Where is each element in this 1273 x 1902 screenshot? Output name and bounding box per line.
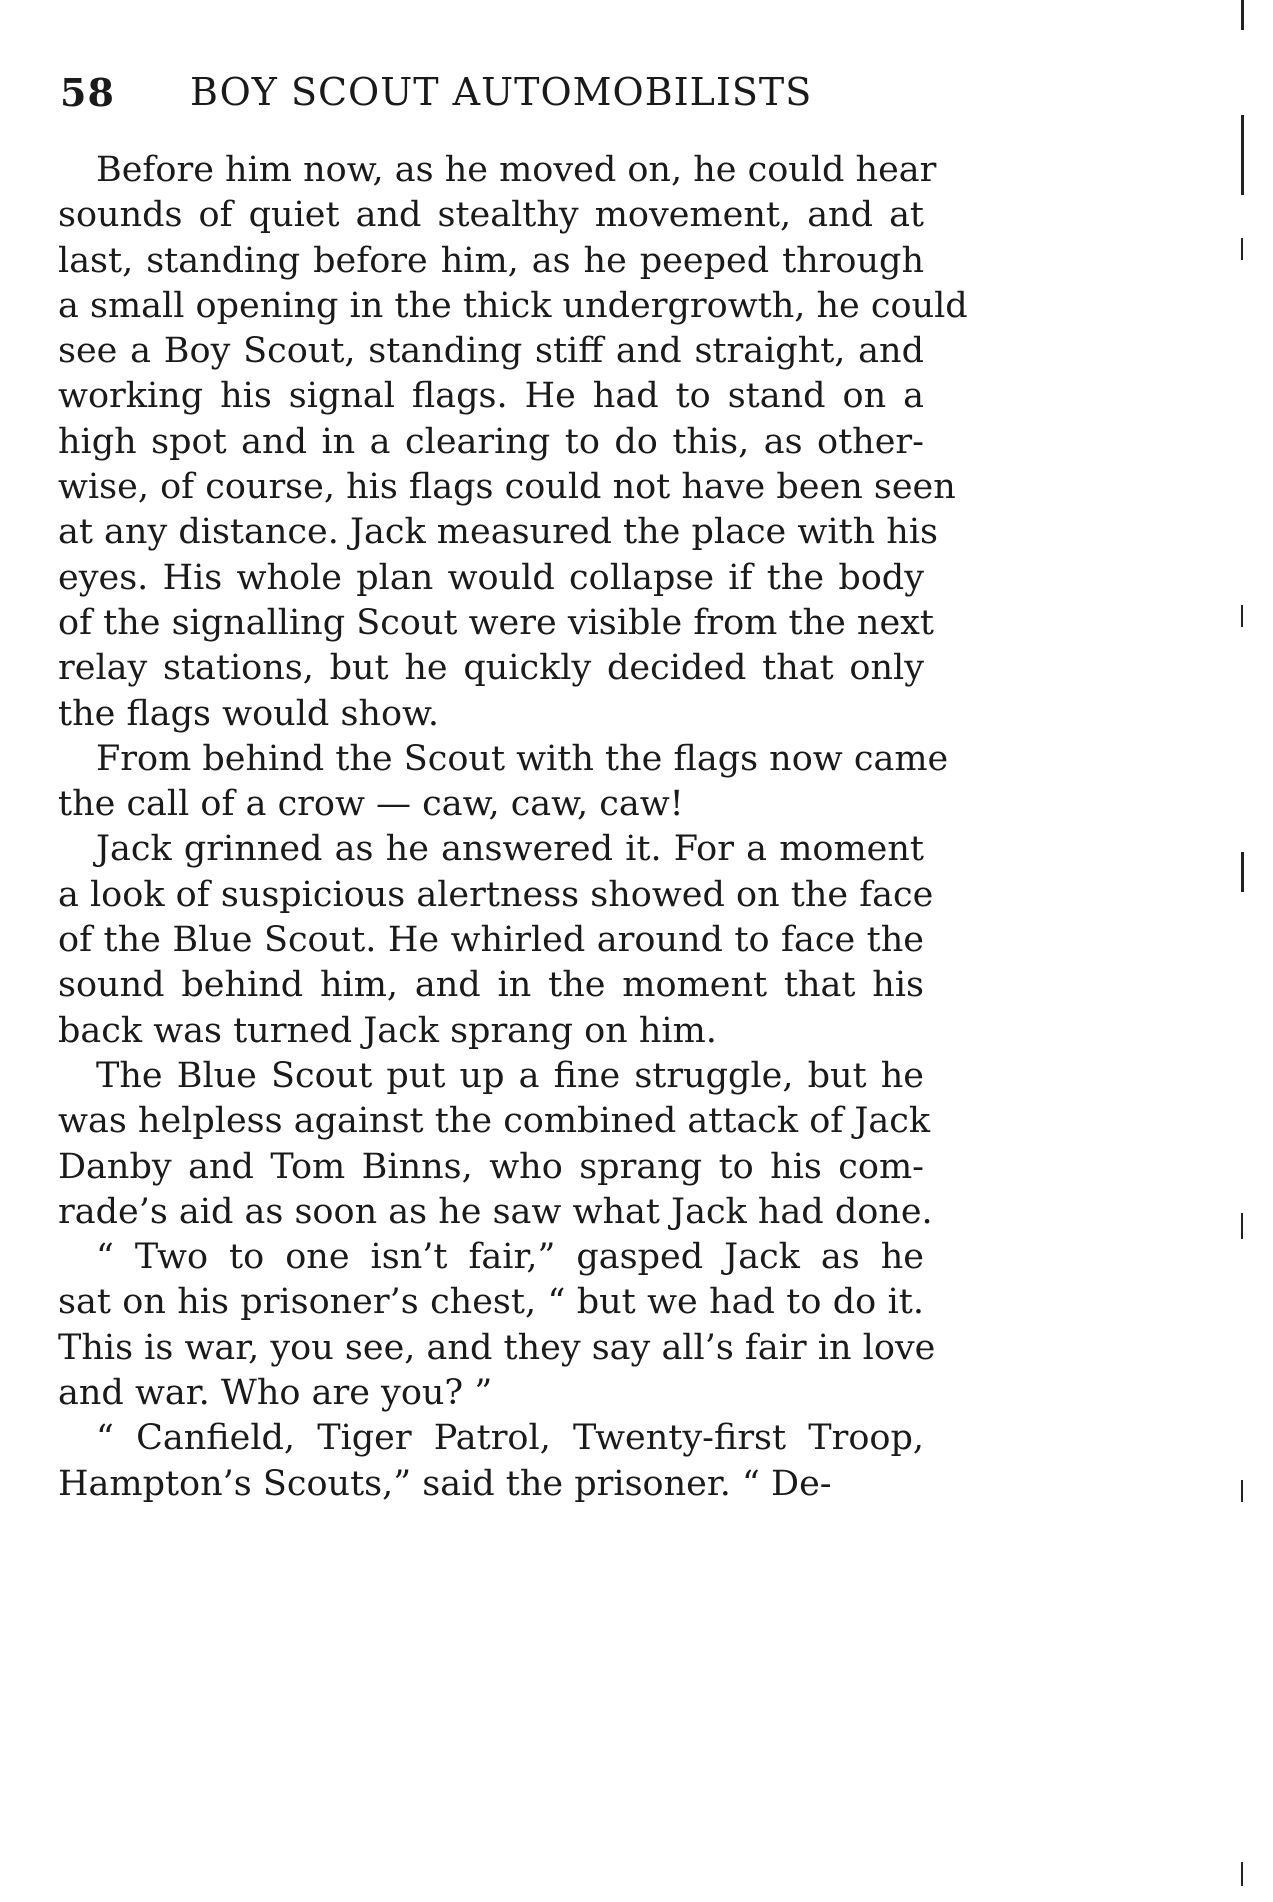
page-edge-mark <box>1241 852 1244 892</box>
page-edge-mark <box>1241 1480 1243 1502</box>
text-line: see a Boy Scout, standing stiff and straight, and <box>58 331 924 372</box>
text-line: last, standing before him, as he peeped through <box>58 240 924 281</box>
text-line: wise, of course, his flags could not have been seen <box>58 467 956 508</box>
text-line: “ Two to one isn’t fair,” gasped Jack as he <box>96 1237 924 1278</box>
text-line: sound behind him, and in the moment that his <box>58 965 924 1006</box>
text-line: of the Blue Scout. He whirled around to face the <box>58 920 924 961</box>
text-line: was helpless against the combined attack of Jack <box>58 1101 931 1142</box>
text-line: Jack grinned as he answered it. For a moment <box>96 829 924 870</box>
page-edge-mark <box>1241 115 1244 195</box>
page-edge-mark <box>1241 605 1243 627</box>
text-line: relay stations, but he quickly decided that only <box>58 648 924 689</box>
text-line: This is war, you see, and they say all’s fair in love <box>58 1327 936 1368</box>
text-line: a look of suspicious alertness showed on the face <box>58 874 934 915</box>
page-edge-mark <box>1241 238 1243 260</box>
running-head <box>60 70 980 120</box>
page-number: 58 <box>60 70 115 115</box>
text-line: “ Canfield, Tiger Patrol, Twenty-first Troop, <box>96 1418 924 1459</box>
page-edge-mark <box>1241 0 1244 30</box>
text-line: back was turned Jack sprang on him. <box>58 1010 717 1051</box>
page-edge-mark <box>1241 1213 1243 1239</box>
text-line: Before him now, as he moved on, he could hear <box>96 150 937 190</box>
text-line: a small opening in the thick undergrowth, he could <box>58 285 968 326</box>
text-line: The Blue Scout put up a fine struggle, but he <box>96 1055 924 1096</box>
text-line: Hampton’s Scouts,” said the prisoner. “ De- <box>58 1463 832 1504</box>
text-line: sounds of quiet and stealthy movement, and at <box>58 195 924 236</box>
text-line: at any distance. Jack measured the place with his <box>58 512 938 553</box>
text-line: the flags would show. <box>58 693 439 734</box>
text-line: and war. Who are you? ” <box>58 1373 493 1414</box>
text-line: of the signalling Scout were visible from the next <box>58 602 934 643</box>
text-line: Danby and Tom Binns, who sprang to his com- <box>58 1146 924 1187</box>
text-line: the call of a crow — caw, caw, caw! <box>58 784 684 825</box>
body-text <box>58 148 968 1507</box>
text-line: working his signal flags. He had to stand on a <box>58 376 924 417</box>
text-line: From behind the Scout with the flags now came <box>96 738 949 779</box>
page-edge-mark <box>1241 1862 1243 1886</box>
text-line: eyes. His whole plan would collapse if the body <box>58 557 924 598</box>
text-line: sat on his prisoner’s chest, “ but we had to do it. <box>58 1282 924 1323</box>
text-line: high spot and in a clearing to do this, as other- <box>58 421 924 462</box>
text-line: rade’s aid as soon as he saw what Jack had done. <box>58 1191 933 1232</box>
running-title: BOY SCOUT AUTOMOBILISTS <box>190 70 813 114</box>
